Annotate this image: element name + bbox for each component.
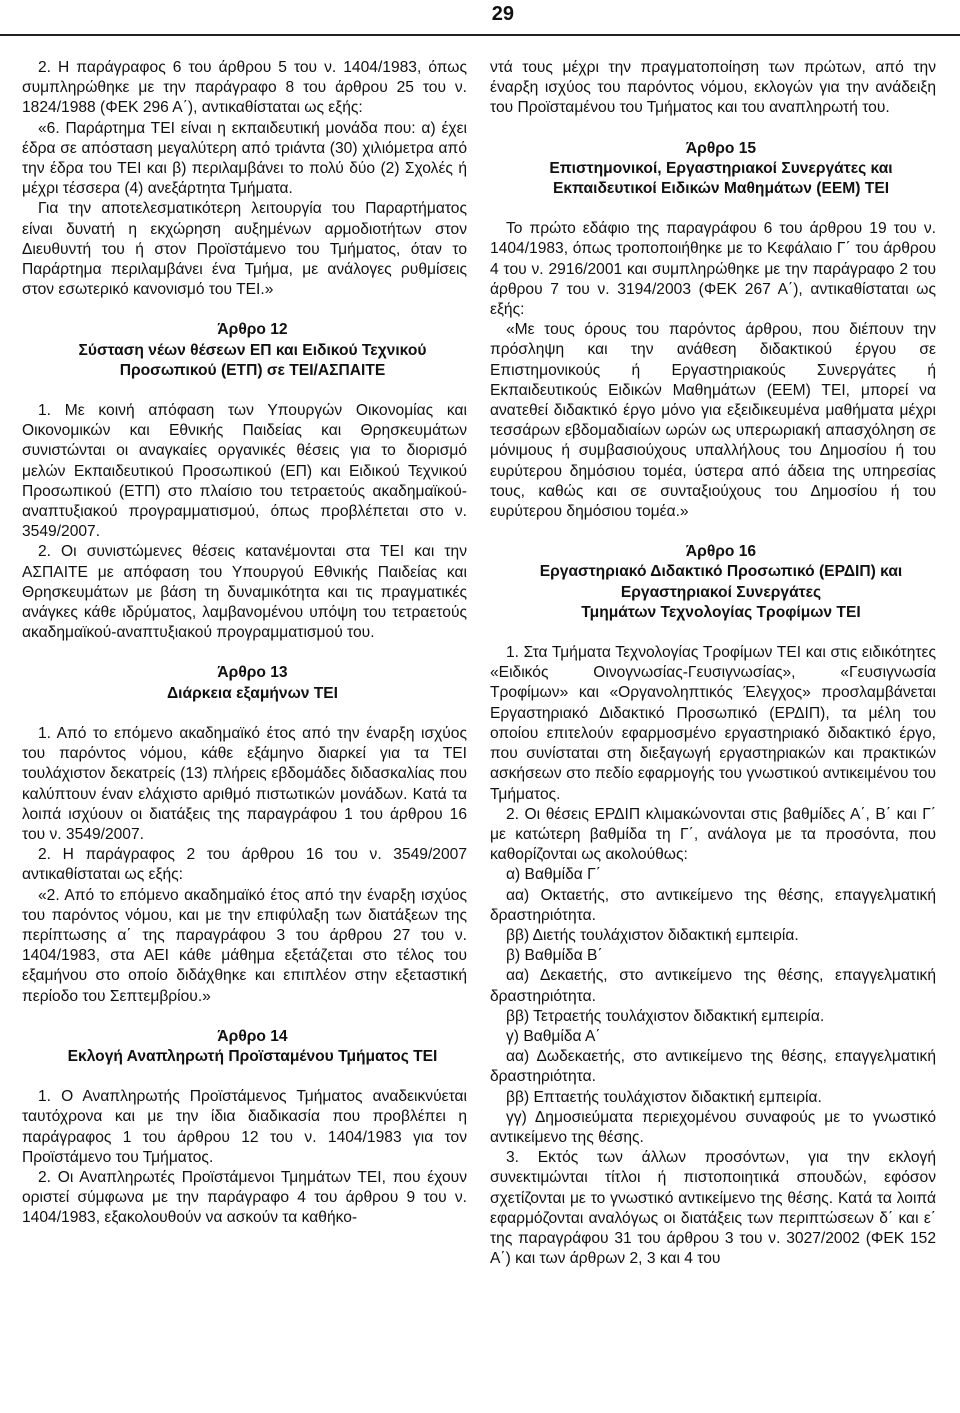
paragraph: 2. Οι Αναπληρωτές Προϊστάμενοι Τμημάτων ΤΕΙ, που έχουν οριστεί σύμφωνα με την παράγραφο 4 του άρθρου 9 του ν. 1404/1983, εξακολουθούν να ασκούν τα καθήκο- [22, 1168, 467, 1227]
list-item: αα) Οκταετής, στο αντικείμενο της θέσης, επαγγελματική δραστηριότητα. [490, 886, 936, 924]
article-13-title: Διάρκεια εξαμήνων ΤΕΙ [166, 684, 339, 702]
paragraph: 3. Εκτός των άλλων προσόντων, για την εκλογή συνεκτιμώνται τίτλοι ή πιστοποιητικά σπουδών, εφόσον σχετίζονται με το γνωστικό αντικείμενο της θέσης. Κατά τα λοιπά εφαρμόζονται αναλόγως οι διατάξεις των περιπτώσεων δ΄ και ε΄ της παραγράφου 31 του άρθρου 3 του ν. 3027/2002 (ΦΕΚ 152 Α΄) και των άρθρων 2, 3 και 4 του [490, 1149, 936, 1268]
page-header [0, 0, 960, 36]
list-item: γ) Βαθμίδα Α΄ [506, 1027, 601, 1045]
list-item: ββ) Τετραετής τουλάχιστον διδακτική εμπειρία. [506, 1007, 825, 1025]
list-item: β) Βαθμίδα Β΄ [506, 947, 603, 965]
paragraph: «Με τους όρους του παρόντος άρθρου, που διέπουν την πρόσληψη και την ανάθεση διδακτικού έργου σε Επιστημονικούς ή Εργαστηριακούς Συνεργάτες ή Εκπαιδευτικούς Ειδικών Μαθημάτων (ΕΕΜ) ΤΕΙ, μπορεί να ανατεθεί διδακτικό έργο μόνο για εξειδικευμένα μαθήματα μέχρι τεσσάρων εβδομαδιαίων ωρών ως υπερωριακή απασχόληση σε μόνιμους ή συμβασιούχους υπαλλήλους του Δημοσίου ή του ευρύτερου δημόσιου τομέα, ύστερα από άδεια της υπηρεσίας τους, καθώς και σε συνταξιούχους του Δημοσίου ή του ευρύτερου δημόσιου τομέα.» [490, 321, 936, 521]
paragraph: 1. Ο Αναπληρωτής Προϊστάμενος Τμήματος αναδεικνύεται ταυτόχρονα και με την ίδια διαδικασία που προβλέπει η παράγραφος 1 του άρθρου 12 του ν. 1404/1983 για τον Προϊστάμενο του Τμήματος. [22, 1088, 467, 1166]
paragraph: 2. Η παράγραφος 6 του άρθρου 5 του ν. 1404/1983, όπως συμπληρώθηκε με την παράγραφο 8 του άρθρου 25 του ν. 1824/1988 (ΦΕΚ 296 Α΄), αντικαθίσταται ως εξής: [22, 59, 467, 117]
article-12-title: Προσωπικού (ΕΤΠ) σε ΤΕΙ/ΑΣΠΑΙΤΕ [119, 361, 386, 379]
page-number: 29 [491, 3, 514, 25]
paragraph: 1. Στα Τμήματα Τεχνολογίας Τροφίμων ΤΕΙ και στις ειδικότητες «Ειδικός Οινογνωσίας-Γευσιγνωσίας», «Γευσιγνωσία Τροφίμων» και «Οργανοληπτικός Έλεγχος» προσλαμβάνεται Εργαστηριακό Διδακτικό Προσωπικό (ΕΡΔΙΠ), τα μέλη του οποίου επιτελούν εφαρμοσμένο εργαστηριακό διδακτικό έργο, που συνίσταται στη διεξαγωγή εργαστηριακών και πρακτικών ασκήσεων στο πεδίο εφαρμογής του γνωστικού αντικειμένου του Τμήματος. [490, 644, 936, 803]
right-column [490, 58, 936, 1269]
list-item: α) Βαθμίδα Γ΄ [506, 866, 601, 884]
paragraph: «2. Από το επόμενο ακαδημαϊκό έτος από την έναρξη ισχύος του παρόντος νόμου, και με την επιφύλαξη των διατάξεων της περίπτωσης α΄ της παραγράφου 3 του άρθρου 27 του ν. 1404/1983, στα ΑΕΙ κάθε μάθημα εξετάζεται στο τέλος του εξαμήνου στο οποίο διδάχθηκε και επιπλέον στην εξεταστική περίοδο του Σεπτεμβρίου.» [22, 886, 467, 1005]
article-12-title: Σύσταση νέων θέσεων ΕΠ και Ειδικού Τεχνικού [78, 341, 427, 359]
left-column [22, 58, 467, 1229]
list-item: γγ) Δημοσιεύματα περιεχομένου συναφούς με το γνωστικό αντικείμενο της θέσης. [490, 1108, 936, 1146]
paragraph: ντά τους μέχρι την πραγματοποίηση των πρώτων, από την έναρξη ισχύος του παρόντος νόμου, εκλογών για την ανάδειξη του Προϊσταμένου του Τμήματος και του αναπληρωτή του. [490, 59, 936, 117]
article-14-title: Εκλογή Αναπληρωτή Προϊσταμένου Τμήματος ΤΕΙ [67, 1047, 438, 1065]
article-14-label: Άρθρο 14 [217, 1027, 288, 1045]
article-12-label: Άρθρο 12 [217, 321, 288, 339]
paragraph: 2. Η παράγραφος 2 του άρθρου 16 του ν. 3549/2007 αντικαθίσταται ως εξής: [22, 846, 467, 884]
paragraph: 2. Οι συνιστώμενες θέσεις κατανέμονται στα ΤΕΙ και την ΑΣΠΑΙΤΕ με απόφαση του Υπουργού Εθνικής Παιδείας και Θρησκευμάτων με βάση τη δυναμικότητα και τις πραγματικές ανάγκες κάθε ιδρύματος, λαμβανομένου υπόψη του τετραετούς ακαδημαϊκού-αναπτυξιακού προγραμματισμού του. [22, 543, 467, 642]
article-16-title: Τμημάτων Τεχνολογίας Τροφίμων ΤΕΙ [581, 603, 861, 621]
article-16-label: Άρθρο 16 [685, 543, 757, 561]
list-item: αα) Δεκαετής, στο αντικείμενο της θέσης, επαγγελματική δραστηριότητα. [490, 967, 936, 1005]
article-16-title: Εργαστηριακό Διδακτικό Προσωπικό (ΕΡΔΙΠ) και [539, 563, 903, 581]
article-16-title: Εργαστηριακοί Συνεργάτες [620, 583, 822, 601]
article-13-label: Άρθρο 13 [217, 664, 288, 682]
article-15-title: Εκπαιδευτικοί Ειδικών Μαθημάτων (ΕΕΜ) ΤΕΙ [552, 180, 890, 198]
paragraph: 2. Οι θέσεις ΕΡΔΙΠ κλιμακώνονται στις βαθμίδες Α΄, Β΄ και Γ΄ με κατώτερη βαθμίδα τη Γ΄, ανάλογα με τα προσόντα, που καθορίζονται ως ακολούθως: [490, 805, 936, 864]
list-item: ββ) Επταετής τουλάχιστον διδακτική εμπειρία. [506, 1088, 822, 1106]
list-item: ββ) Διετής τουλάχιστον διδακτική εμπειρία. [506, 926, 799, 944]
paragraph: «6. Παράρτημα ΤΕΙ είναι η εκπαιδευτική μονάδα που: α) έχει έδρα σε απόσταση μεγαλύτερη από τριάντα (30) χιλιόμετρα από την έδρα του ΤΕΙ και β) περιλαμβάνει το πολύ δύο (2) Σχολές ή μέχρι τέσσερα (4) ανεξάρτητα Τμήματα. [22, 119, 467, 198]
article-15-title: Επιστημονικοί, Εργαστηριακοί Συνεργάτες και [549, 159, 893, 177]
paragraph: 1. Με κοινή απόφαση των Υπουργών Οικονομίας και Οικονομικών και Εθνικής Παιδείας και Θρησκευμάτων συνιστώνται οι αναγκαίες οργανικές θέσεις για το διορισμό μελών Εκπαιδευτικού Προσωπικού (ΕΠ) και Ειδικού Τεχνικού Προσωπικού (ΕΤΠ) στο πλαίσιο του τετραετούς ακαδημαϊκού-αναπτυξιακού προγραμματισμού, όπως προβλέπεται στο ν. 3549/2007. [22, 402, 467, 541]
list-item: αα) Δωδεκαετής, στο αντικείμενο της θέσης, επαγγελματική δραστηριότητα. [490, 1048, 936, 1086]
paragraph: Το πρώτο εδάφιο της παραγράφου 6 του άρθρου 19 του ν. 1404/1983, όπως τροποποιήθηκε με το Κεφάλαιο Γ΄ του άρθρου 4 του ν. 2916/2001 και συμπληρώθηκε με την παράγραφο 2 του άρθρου 7 του ν. 3194/2003 (ΦΕΚ 267 Α΄), αντικαθίσταται ως εξής: [490, 220, 936, 319]
paragraph: Για την αποτελεσματικότερη λειτουργία του Παραρτήματος είναι δυνατή η εκχώρηση αυξημένων αρμοδιοτήτων στον Διευθυντή του ή στον Προϊστάμενο του Τμήματος, όταν το Παράρτημα περιλαμβάνει ένα Τμήμα, με ανάλογες ρυθμίσεις στον εσωτερικό κανονισμό του ΤΕΙ.» [22, 200, 467, 299]
paragraph: 1. Από το επόμενο ακαδημαϊκό έτος από την έναρξη ισχύος του παρόντος νόμου, κάθε εξάμηνο διαρκεί για τα ΤΕΙ τουλάχιστον δεκατρείς (13) πλήρεις εβδομάδες διδασκαλίας που καλύπτουν έναν ελάχιστο αριθμό πιστωτικών μονάδων. Κατά τα λοιπά ισχύουν οι διατάξεις της παραγράφου 1 του άρθρου 16 του ν. 3549/2007. [22, 724, 467, 843]
article-15-label: Άρθρο 15 [685, 139, 757, 157]
